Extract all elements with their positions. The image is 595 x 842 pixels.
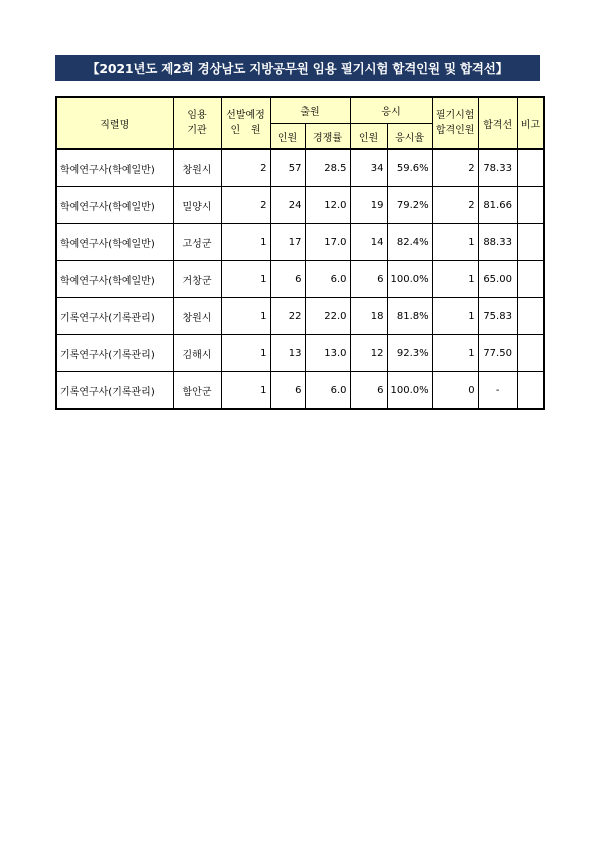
cell-applied: 6	[270, 261, 305, 298]
header-passed-line1: 필기시험	[435, 110, 475, 121]
table-row	[56, 261, 544, 298]
cell-job: 학예연구사(학예일반)	[56, 224, 173, 261]
table-row	[56, 335, 544, 372]
header-planned-line2	[225, 123, 267, 138]
cell-passed: 1	[432, 298, 478, 335]
header-note: 비고	[517, 97, 544, 149]
header-agency	[173, 97, 221, 149]
cell-agency: 김해시	[173, 335, 221, 372]
cell-applied: 13	[270, 335, 305, 372]
cell-exam-rate: 59.6%	[387, 149, 432, 187]
cell-examined: 18	[350, 298, 387, 335]
cell-competition: 17.0	[305, 224, 350, 261]
cell-planned: 1	[221, 372, 270, 410]
cell-note	[517, 149, 544, 187]
cell-cutoff: -	[478, 372, 517, 410]
cell-competition: 6.0	[305, 261, 350, 298]
header-applied-count: 인원	[270, 124, 305, 150]
cell-agency: 창원시	[173, 298, 221, 335]
cell-job: 학예연구사(학예일반)	[56, 261, 173, 298]
cell-applied: 6	[270, 372, 305, 410]
cell-cutoff: 81.66	[478, 187, 517, 224]
cell-planned: 1	[221, 261, 270, 298]
cell-planned: 1	[221, 224, 270, 261]
table-row	[56, 187, 544, 224]
cell-planned: 2	[221, 149, 270, 187]
cell-examined: 12	[350, 335, 387, 372]
table-row	[56, 372, 544, 410]
cell-agency: 함안군	[173, 372, 221, 410]
header-planned-line2b: 원	[250, 125, 261, 136]
cell-examined: 6	[350, 261, 387, 298]
header-competition: 경쟁률	[305, 124, 350, 150]
cell-passed: 2	[432, 149, 478, 187]
header-planned	[221, 97, 270, 149]
header-applied: 출원	[270, 97, 350, 124]
cell-examined: 19	[350, 187, 387, 224]
cell-competition: 12.0	[305, 187, 350, 224]
cell-agency: 고성군	[173, 224, 221, 261]
cell-passed: 1	[432, 224, 478, 261]
cell-agency: 거창군	[173, 261, 221, 298]
results-body	[56, 149, 544, 409]
document-title: 【2021년도 제2회 경상남도 지방공무원 임용 필기시험 합격인원 및 합격선】	[55, 55, 540, 81]
cell-exam-rate: 100.0%	[387, 372, 432, 410]
cell-cutoff: 75.83	[478, 298, 517, 335]
cell-agency: 창원시	[173, 149, 221, 187]
cell-cutoff: 77.50	[478, 335, 517, 372]
cell-note	[517, 261, 544, 298]
header-exam: 응시	[350, 97, 432, 124]
cell-applied: 24	[270, 187, 305, 224]
cell-exam-rate: 81.8%	[387, 298, 432, 335]
results-table	[55, 96, 545, 410]
header-agency-line2: 기관	[187, 125, 207, 136]
cell-job: 학예연구사(학예일반)	[56, 187, 173, 224]
header-passed	[432, 97, 478, 149]
header-exam-count: 인원	[350, 124, 387, 150]
cell-exam-rate: 82.4%	[387, 224, 432, 261]
cell-passed: 1	[432, 261, 478, 298]
cell-competition: 28.5	[305, 149, 350, 187]
header-job: 직렬명	[56, 97, 173, 149]
cell-competition: 22.0	[305, 298, 350, 335]
cell-job: 학예연구사(학예일반)	[56, 149, 173, 187]
header-planned-line2a: 인	[230, 125, 241, 136]
header-passed-line2: 합격인원	[435, 125, 475, 136]
header-cutoff: 합격선	[478, 97, 517, 149]
header-exam-rate: 응시율	[387, 124, 432, 150]
cell-note	[517, 372, 544, 410]
cell-planned: 2	[221, 187, 270, 224]
cell-note	[517, 298, 544, 335]
cell-applied: 22	[270, 298, 305, 335]
cell-job: 기록연구사(기록관리)	[56, 298, 173, 335]
cell-passed: 1	[432, 335, 478, 372]
cell-cutoff: 78.33	[478, 149, 517, 187]
cell-competition: 6.0	[305, 372, 350, 410]
cell-applied: 57	[270, 149, 305, 187]
cell-examined: 6	[350, 372, 387, 410]
cell-planned: 1	[221, 335, 270, 372]
cell-note	[517, 224, 544, 261]
header-planned-line1: 선발예정	[226, 110, 265, 121]
cell-passed: 0	[432, 372, 478, 410]
cell-note	[517, 335, 544, 372]
cell-examined: 34	[350, 149, 387, 187]
cell-note	[517, 187, 544, 224]
header-agency-line1: 임용	[187, 110, 207, 121]
cell-cutoff: 65.00	[478, 261, 517, 298]
table-row	[56, 224, 544, 261]
cell-exam-rate: 79.2%	[387, 187, 432, 224]
cell-exam-rate: 92.3%	[387, 335, 432, 372]
cell-exam-rate: 100.0%	[387, 261, 432, 298]
cell-applied: 17	[270, 224, 305, 261]
cell-competition: 13.0	[305, 335, 350, 372]
table-row	[56, 298, 544, 335]
cell-planned: 1	[221, 298, 270, 335]
cell-job: 기록연구사(기록관리)	[56, 335, 173, 372]
header-row-top	[56, 97, 544, 124]
cell-agency: 밀양시	[173, 187, 221, 224]
cell-examined: 14	[350, 224, 387, 261]
cell-cutoff: 88.33	[478, 224, 517, 261]
cell-passed: 2	[432, 187, 478, 224]
table-row	[56, 149, 544, 187]
cell-job: 기록연구사(기록관리)	[56, 372, 173, 410]
